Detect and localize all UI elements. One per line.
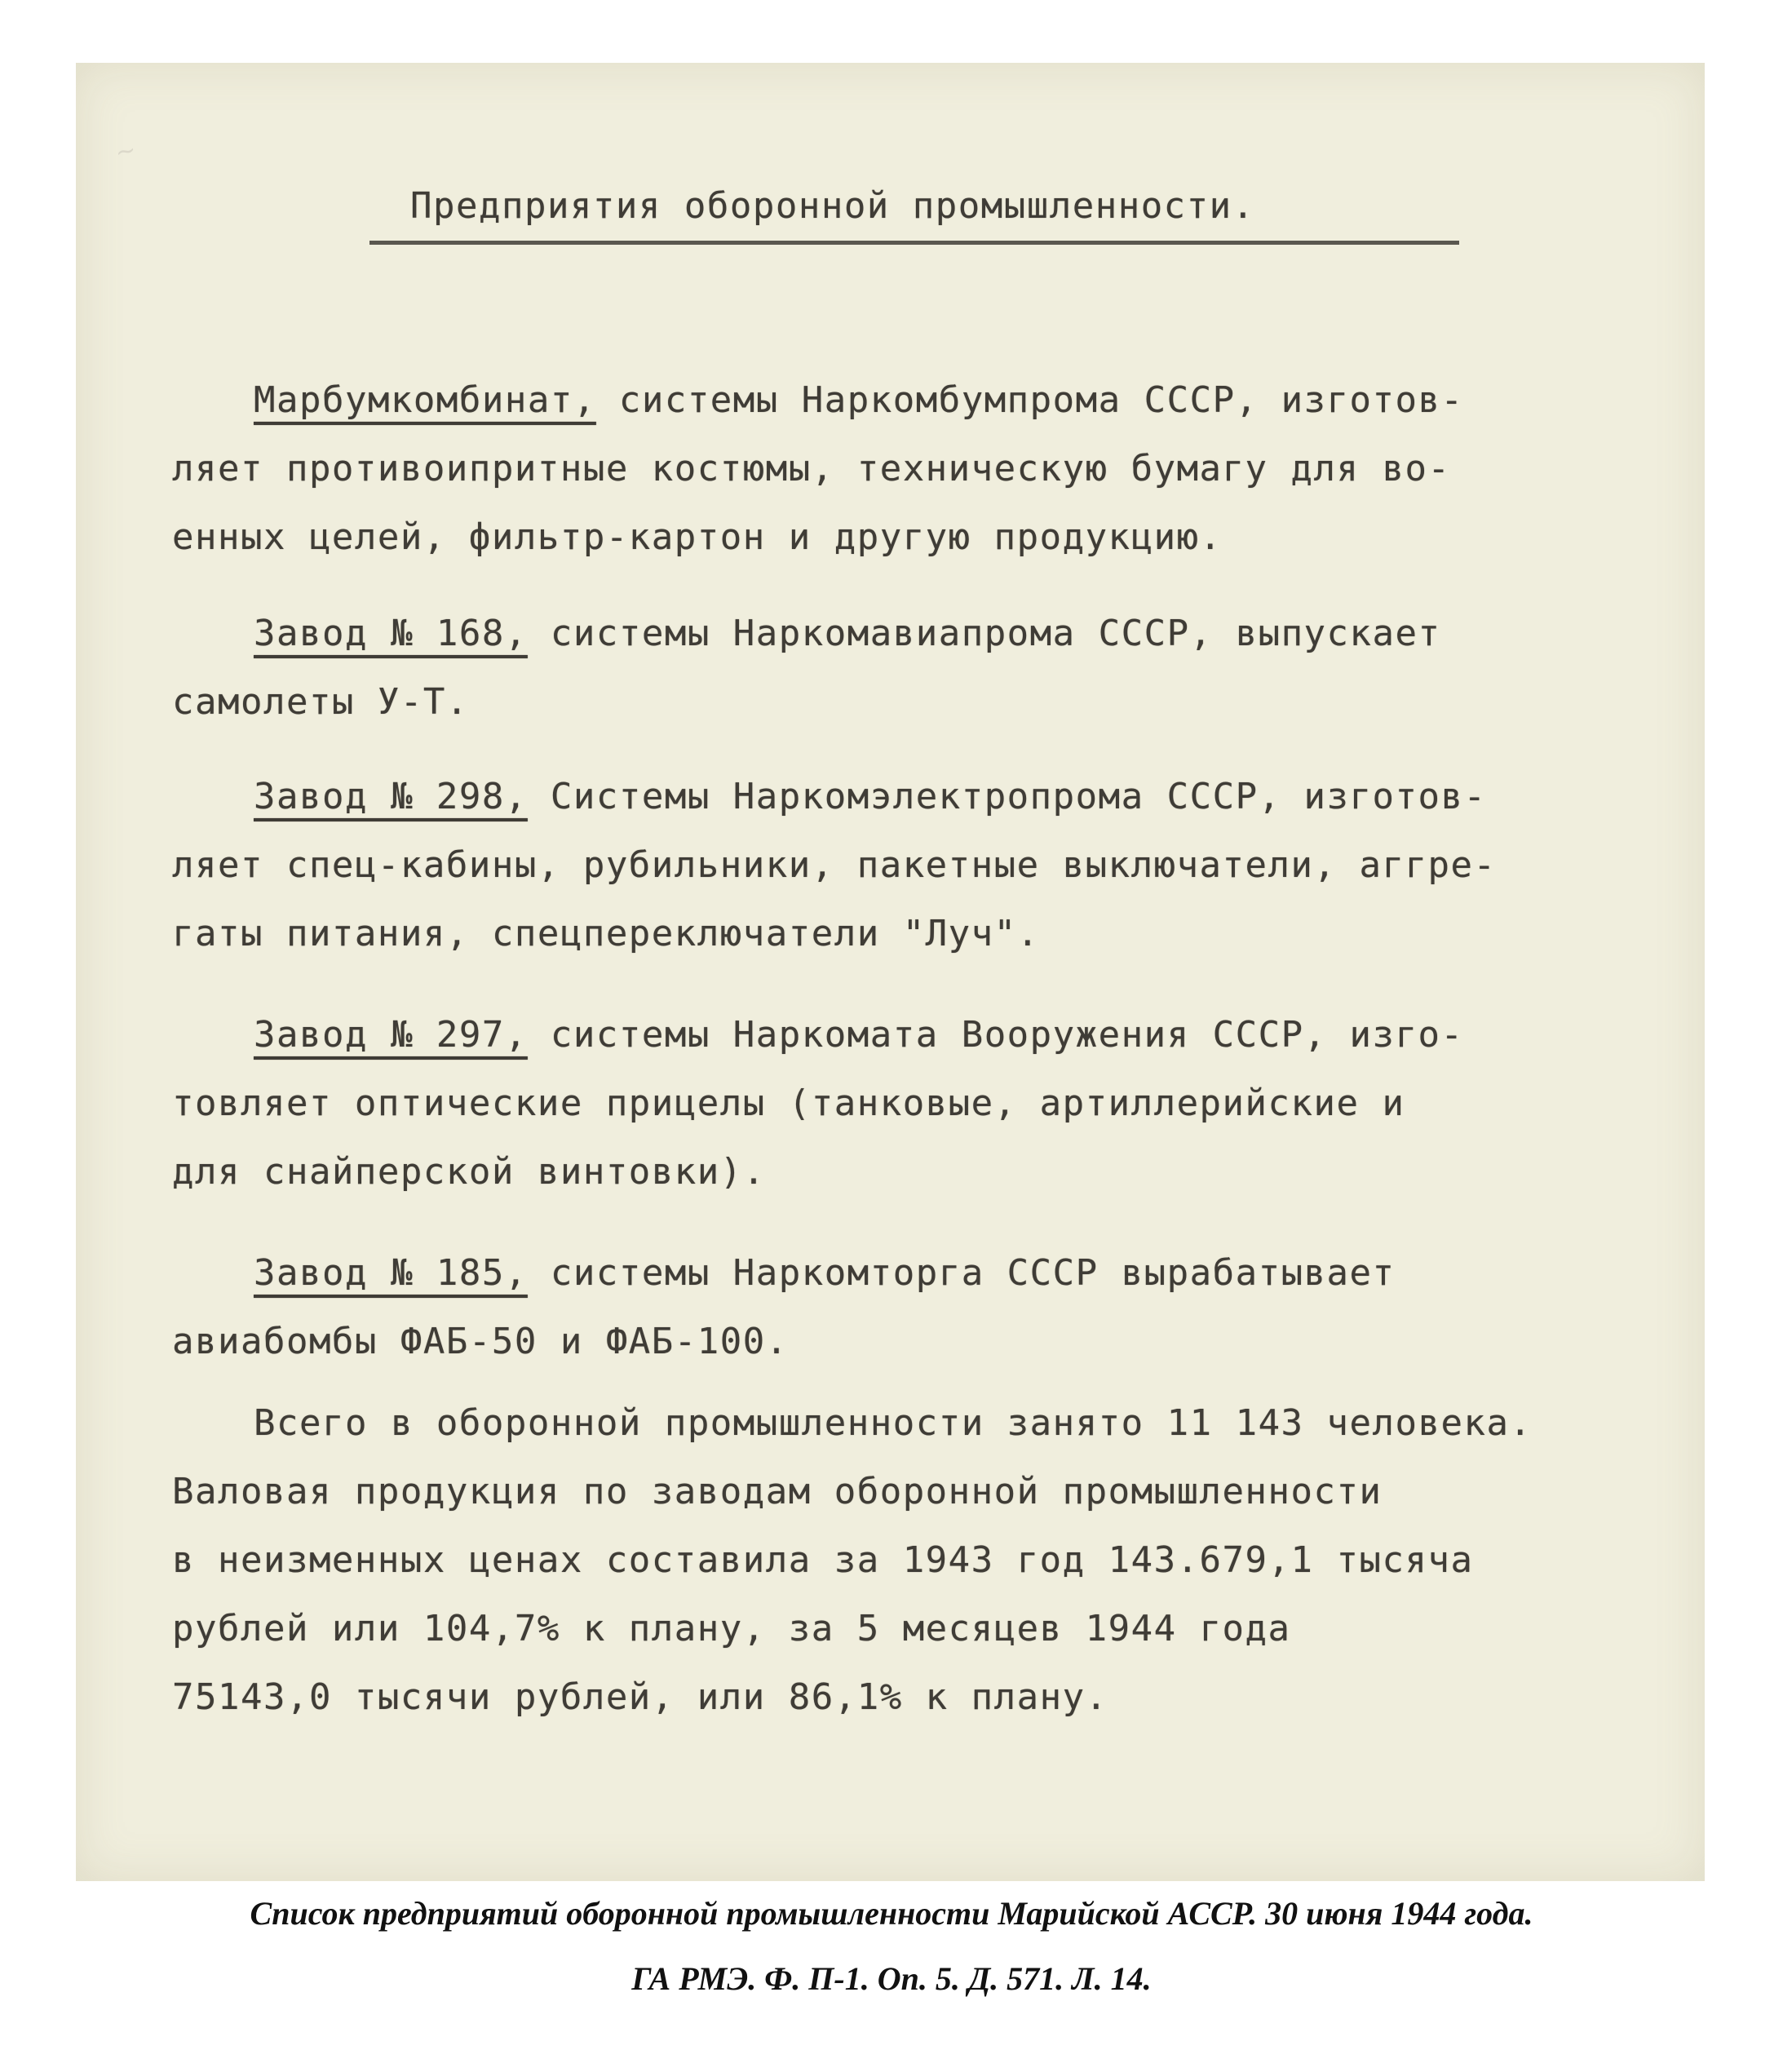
entry-text: Системы Наркомэлектропрома СССР, изготов- [527,776,1487,817]
entry-name: Завод № 168, [254,613,528,654]
entry-line: ляет спец-кабины, рубильники, пакетные выключатели, аггре- [172,844,1497,886]
entry-name: Марбумкомбинат, [254,379,596,421]
entry-line: для снайперской винтовки). [172,1151,766,1193]
entry-line: авиабомбы ФАБ-50 и ФАБ-100. [172,1321,789,1362]
entry-name: Завод № 298, [254,776,528,817]
summary-line: рублей или 104,7% к плану, за 5 месяцев 1944 года [172,1608,1291,1649]
entry-zavod-298 [172,763,1706,968]
entry-line [172,1239,1706,1308]
entry-marbumkombinat [172,366,1706,572]
entry-line [172,366,1706,435]
summary-line: Валовая продукция по заводам оборонной промышленности [172,1471,1383,1512]
entry-line [172,1001,1706,1069]
pencil-mark: ~ [113,135,139,168]
entry-line: самолеты У-Т. [172,681,469,723]
entry-text: системы Наркомбумпрома СССР, изготов- [595,379,1464,421]
entry-name: Завод № 297, [254,1014,528,1056]
entry-line: гаты питания, спецпереключатели "Луч". [172,913,1040,954]
entry-line [172,763,1706,831]
entry-zavod-297 [172,1001,1706,1206]
summary-line: Всего в оборонной промышленности занято 11 143 человека. [254,1402,1533,1444]
summary-line: в неизменных ценах составила за 1943 год 143.679,1 тысяча [172,1539,1474,1581]
summary-paragraph [172,1389,1706,1732]
caption-archive-reference: ГА РМЭ. Ф. П-1. Оп. 5. Д. 571. Л. 14. [631,1960,1152,1997]
entry-text: системы Наркомавиапрома СССР, выпускает [527,613,1441,654]
title-underline [369,241,1459,245]
entry-line: енных целей, фильтр-картон и другую продукцию. [172,516,1223,558]
entry-name: Завод № 185, [254,1252,528,1294]
caption-title: Список предприятий оборонной промышленности Марийской АССР. 30 июня 1944 года. [250,1895,1533,1932]
entry-zavod-185 [172,1239,1706,1376]
entry-line [172,600,1706,668]
entry-text: системы Наркомторга СССР вырабатывает [527,1252,1396,1294]
entry-line: товляет оптические прицелы (танковые, артиллерийские и [172,1082,1405,1124]
document-sheet [76,63,1705,1881]
summary-line: 75143,0 тысячи рублей, или 86,1% к плану. [172,1676,1108,1718]
entry-text: системы Наркомата Вооружения СССР, изго- [527,1014,1464,1056]
entry-zavod-168 [172,600,1706,737]
entry-line: ляет противоипритные костюмы, техническую бумагу для во- [172,448,1451,489]
document-title: Предприятия оборонной промышленности. [410,185,1255,227]
